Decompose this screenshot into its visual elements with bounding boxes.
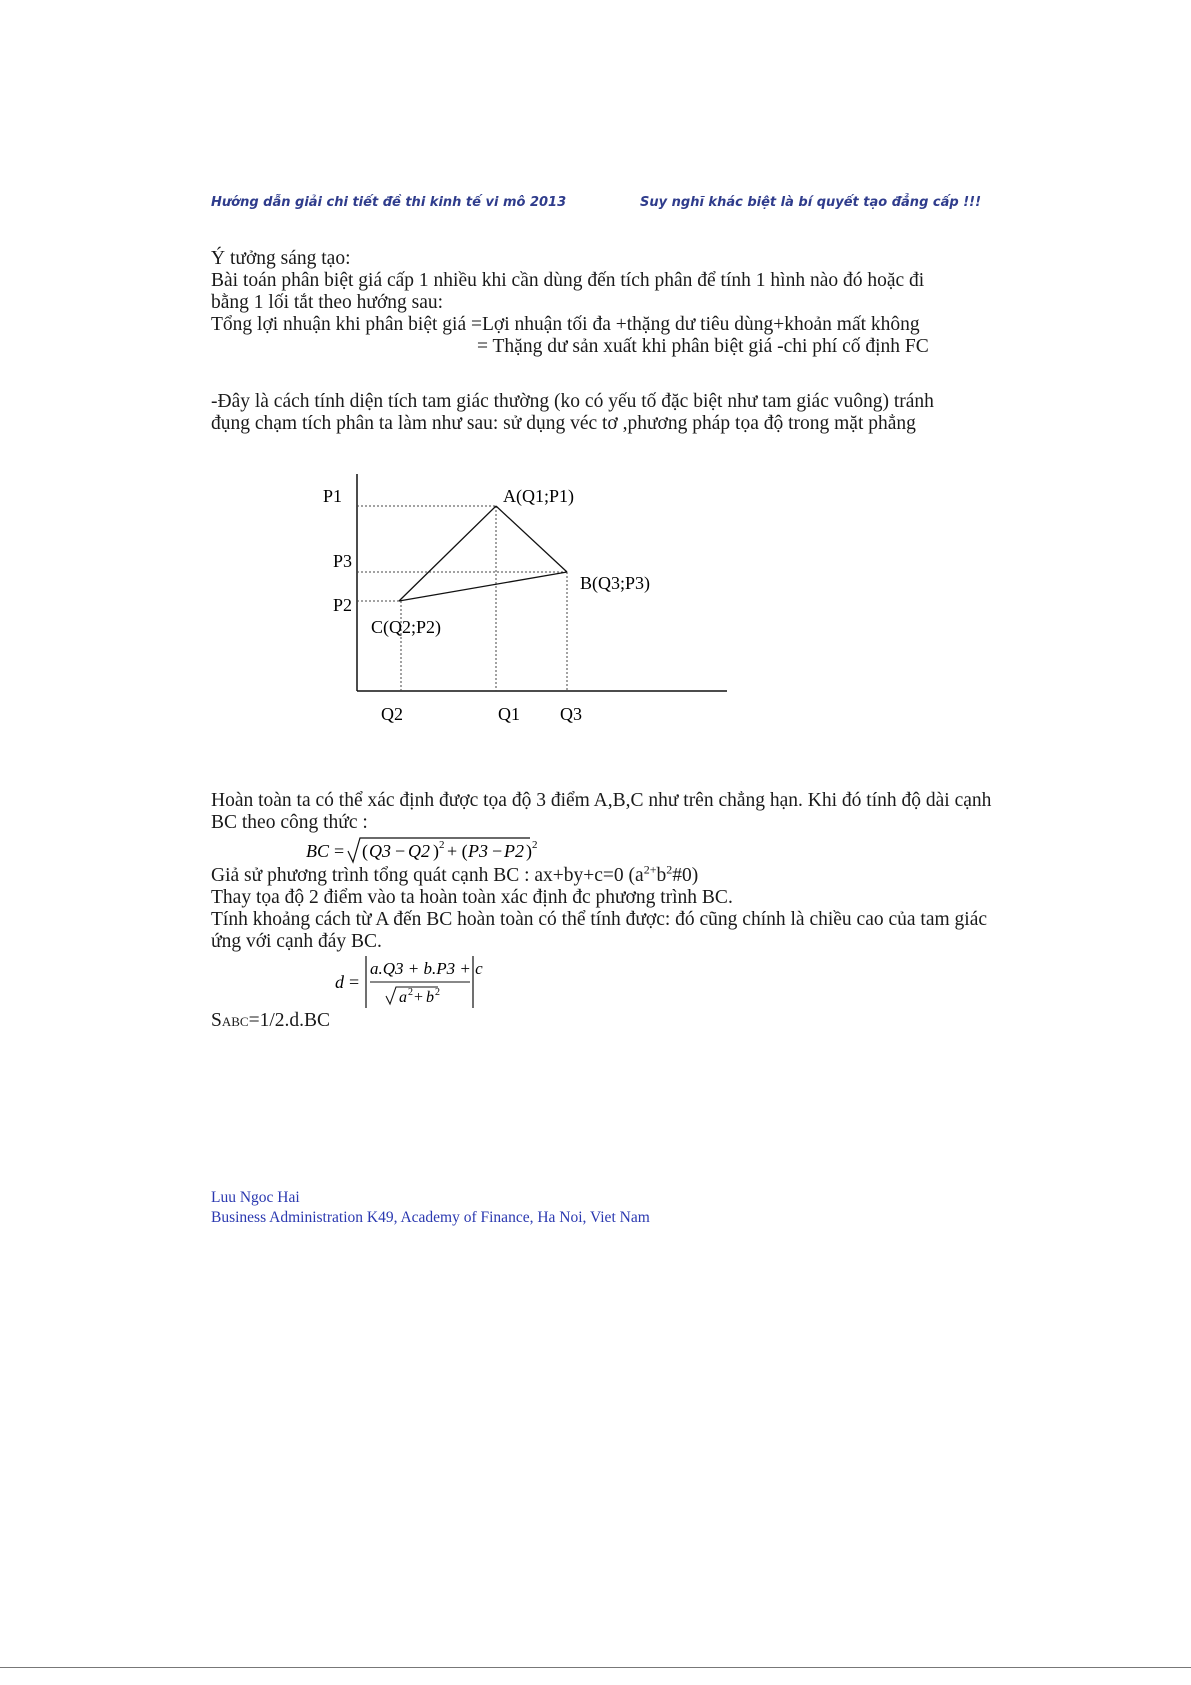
area-formula: SABC=1/2.d.BC bbox=[211, 1010, 331, 1031]
bc-p2: P2 bbox=[504, 841, 524, 861]
explanation-line: BC theo công thức : bbox=[211, 812, 368, 833]
distance-formula bbox=[330, 954, 490, 1010]
explanation-line: Giả sử phương trình tổng quát cạnh BC : ax+by+c=0 $(a^{2+}b^2\#0)$ bbox=[211, 862, 699, 886]
intro-line: Tổng lợi nhuận khi phân biệt giá =Lợi nhuận tối đa +thặng dư tiêu dùng+khoản mất không bbox=[211, 314, 920, 335]
svg-text:2: 2 bbox=[439, 839, 445, 851]
svg-text:): ) bbox=[526, 841, 532, 861]
label-p2: P2 bbox=[333, 595, 353, 615]
side-ab bbox=[496, 506, 567, 572]
triangle-diagram bbox=[0, 0, 1191, 760]
d-numerator: a.Q3 + b.P3 + c bbox=[370, 959, 483, 978]
label-point-a: A(Q1;P1) bbox=[503, 486, 574, 506]
svg-text:−: − bbox=[395, 841, 406, 861]
explanation-line: Tính khoảng cách từ A đến BC hoàn toàn có thể tính được: đó cũng chính là chiều cao của tam giác bbox=[211, 909, 988, 930]
svg-text:=: = bbox=[334, 841, 345, 861]
bc-q2: Q2 bbox=[408, 841, 430, 861]
explanation-block-2 bbox=[211, 862, 988, 953]
svg-text:+: + bbox=[414, 989, 424, 1006]
bc-length-formula bbox=[300, 833, 550, 867]
bc-q3: Q3 bbox=[369, 841, 391, 861]
label-q2: Q2 bbox=[381, 704, 403, 724]
bc-lhs: BC bbox=[306, 841, 330, 861]
svg-text:2: 2 bbox=[532, 839, 538, 851]
intro-line: bằng 1 lối tắt theo hướng sau: bbox=[211, 292, 444, 313]
label-p1: P1 bbox=[323, 486, 343, 506]
author-footer bbox=[211, 1188, 650, 1228]
d-den-a: a bbox=[399, 989, 407, 1006]
d-den-b: b bbox=[426, 989, 434, 1006]
label-point-b: B(Q3;P3) bbox=[580, 573, 651, 593]
label-q3: Q3 bbox=[560, 704, 582, 724]
intro-line: Bài toán phân biệt giá cấp 1 nhiều khi cần dùng đến tích phân để tính 1 hình nào đó hoặc đi bbox=[211, 270, 925, 291]
svg-text:+ (: + ( bbox=[447, 841, 468, 861]
intro-title: Ý tưởng sáng tạo: bbox=[211, 248, 351, 269]
svg-text:−: − bbox=[492, 841, 503, 861]
author-affiliation: Business Administration K49, Academy of Finance, Ha Noi, Viet Nam bbox=[211, 1209, 650, 1226]
explanation-line: Thay tọa độ 2 điểm vào ta hoàn toàn xác định đc phương trình BC. bbox=[211, 887, 733, 908]
svg-text:2: 2 bbox=[435, 987, 440, 998]
page-bottom-rule bbox=[0, 1667, 1191, 1668]
explanation-line: Hoàn toàn ta có thể xác định được tọa độ 3 điểm A,B,C như trên chẳng hạn. Khi đó tính độ dài cạnh bbox=[211, 790, 992, 811]
header-slogan: Suy nghĩ khác biệt là bí quyết tạo đẳng cấp !!! bbox=[640, 195, 981, 210]
svg-text:2: 2 bbox=[408, 987, 413, 998]
label-point-c: C(Q2;P2) bbox=[371, 617, 442, 637]
d-lhs: d bbox=[335, 972, 344, 992]
explanation-block-1 bbox=[211, 790, 991, 834]
svg-text:): ) bbox=[433, 841, 439, 861]
label-p3: P3 bbox=[333, 551, 353, 571]
intro-line: = Thặng dư sản xuất khi phân biệt giá -chi phí cố định FC bbox=[477, 336, 929, 357]
explanation-line: ứng với cạnh đáy BC. bbox=[211, 931, 382, 952]
author-name: Luu Ngoc Hai bbox=[211, 1189, 300, 1206]
header-title: Hướng dẫn giải chi tiết đề thi kinh tế vi mô 2013 bbox=[211, 195, 567, 210]
svg-text:(: ( bbox=[362, 841, 368, 861]
method-line: đụng chạm tích phân ta làm như sau: sử dụng véc tơ ,phương pháp tọa độ trong mặt phẳng bbox=[211, 413, 916, 434]
method-line: -Đây là cách tính diện tích tam giác thường (ko có yếu tố đặc biệt như tam giác vuông) tránh bbox=[211, 391, 934, 412]
bc-p3: P3 bbox=[468, 841, 488, 861]
label-q1: Q1 bbox=[498, 704, 520, 724]
svg-text:=: = bbox=[349, 972, 360, 992]
